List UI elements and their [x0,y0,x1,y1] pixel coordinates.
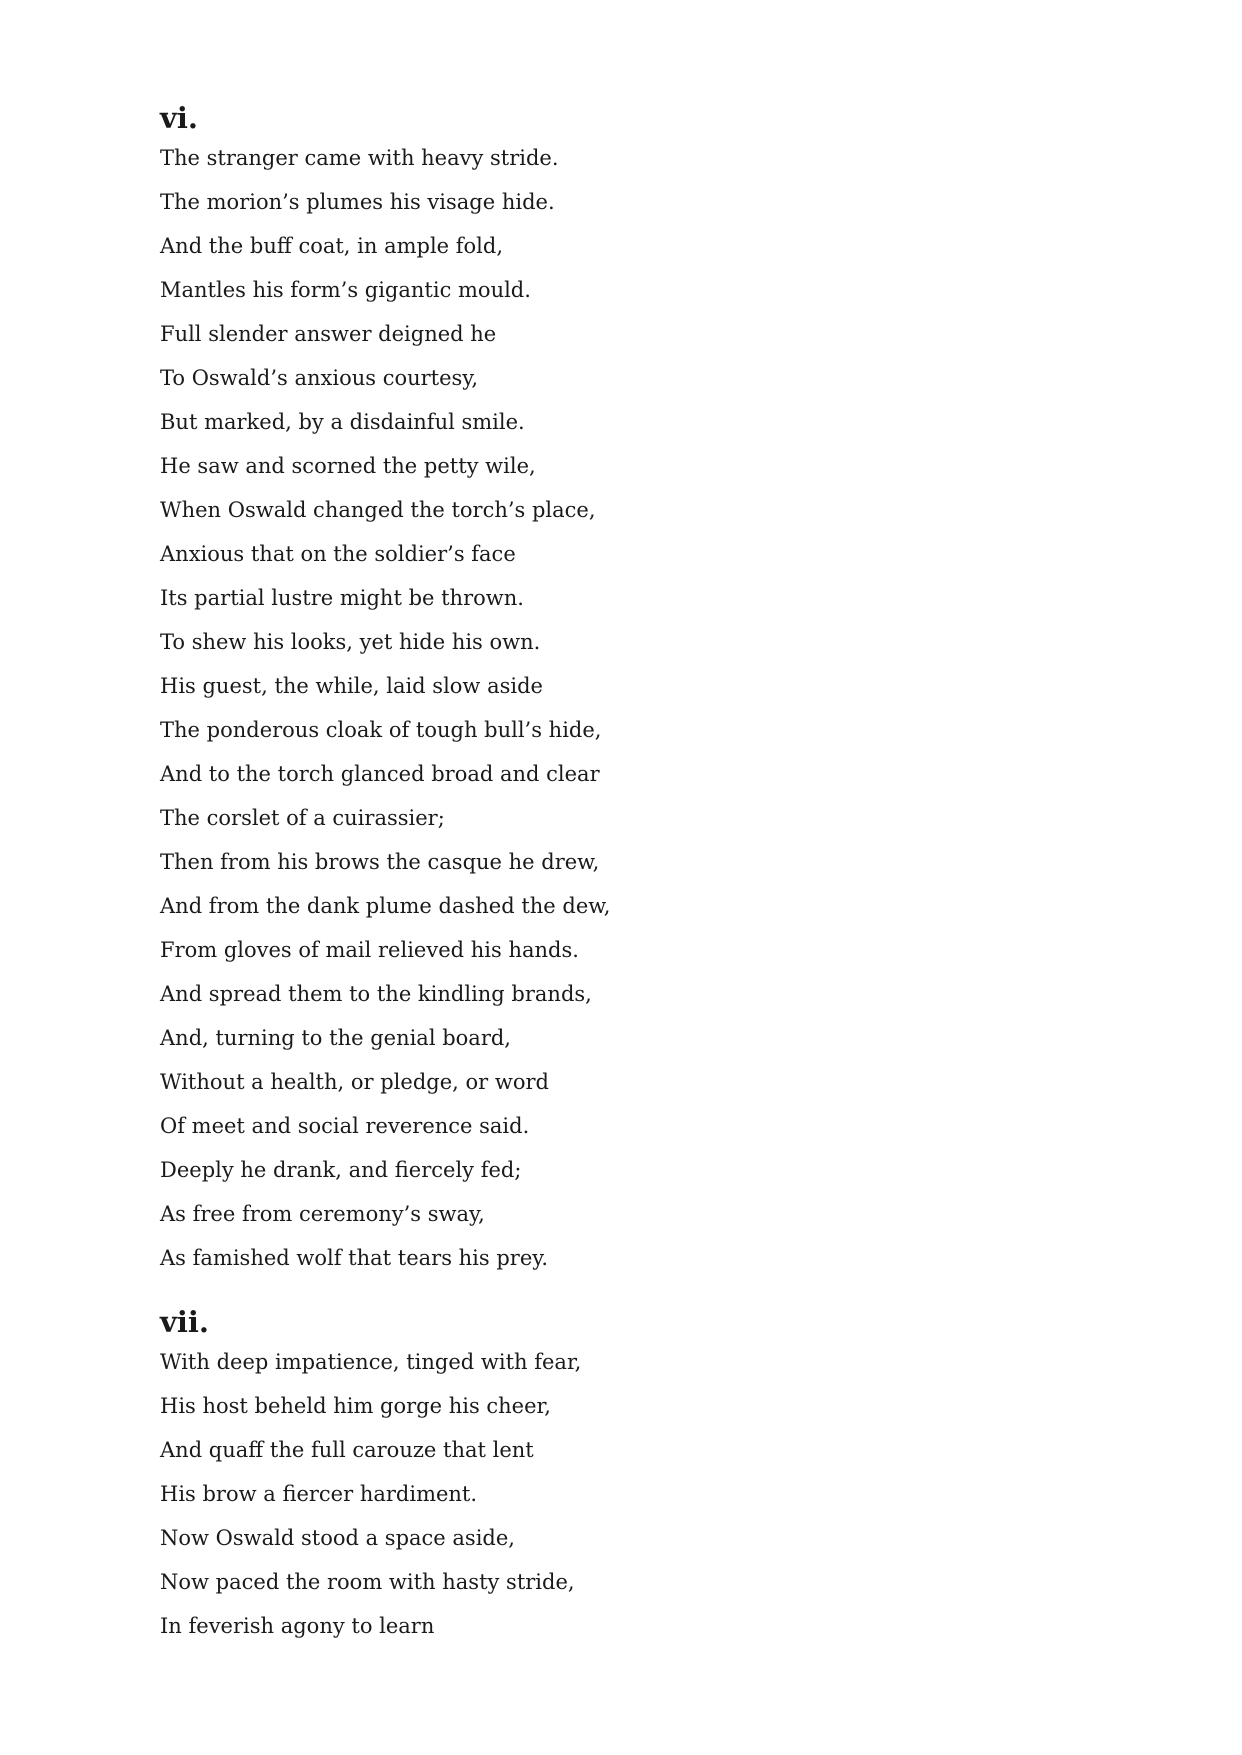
poem-line: Its partial lustre might be thrown. [160,586,524,610]
poem-line: And from the dank plume dashed the dew, [160,894,611,918]
poem-line: As famished wolf that tears his prey. [160,1246,548,1270]
poem-line: The ponderous cloak of tough bull’s hide, [160,718,602,742]
poem-line: In feverish agony to learn [160,1614,435,1638]
poem-line: Of meet and social reverence said. [160,1114,530,1138]
poem-line: And spread them to the kindling brands, [160,982,592,1006]
poem-line: To shew his looks, yet hide his own. [160,630,541,654]
poem-line: When Oswald changed the torch’s place, [160,498,596,522]
poem-line: Mantles his form’s gigantic mould. [160,278,531,302]
poem-line: The corslet of a cuirassier; [160,806,445,830]
poem-line: The morion’s plumes his visage hide. [160,190,555,214]
stanza-lines [160,136,1060,1280]
stanza-lines [160,1340,1060,1648]
poem-line: But marked, by a disdainful smile. [160,410,525,434]
poem-line: To Oswald’s anxious courtesy, [160,366,479,390]
poem-line: As free from ceremony’s sway, [160,1202,485,1226]
poem-line: The stranger came with heavy stride. [160,146,559,170]
poem-line: His host beheld him gorge his cheer, [160,1394,551,1418]
poem-line: Then from his brows the casque he drew, [160,850,600,874]
poem-line: From gloves of mail relieved his hands. [160,938,579,962]
poem-page [160,100,1060,1648]
poem-line: His guest, the while, laid slow aside [160,674,543,698]
poem-line: With deep impatience, tinged with fear, [160,1350,582,1374]
poem-line: Full slender answer deigned he [160,322,497,346]
poem-line: And to the torch glanced broad and clear [160,762,600,786]
stanza-number: vi. [160,101,198,135]
stanza-number: vii. [160,1305,209,1339]
poem-line: Deeply he drank, and fiercely fed; [160,1158,522,1182]
stanza-vii [160,1304,1060,1648]
poem-line: He saw and scorned the petty wile, [160,454,536,478]
poem-line: Now paced the room with hasty stride, [160,1570,575,1594]
poem-line: Without a health, or pledge, or word [160,1070,549,1094]
poem-line: His brow a fiercer hardiment. [160,1482,478,1506]
poem-line: Now Oswald stood a space aside, [160,1526,515,1550]
poem-line: And quaff the full carouze that lent [160,1438,534,1462]
poem-line: And, turning to the genial board, [160,1026,511,1050]
stanza-vi [160,100,1060,1280]
poem-line: Anxious that on the soldier’s face [160,542,516,566]
poem-line: And the buff coat, in ample fold, [160,234,504,258]
